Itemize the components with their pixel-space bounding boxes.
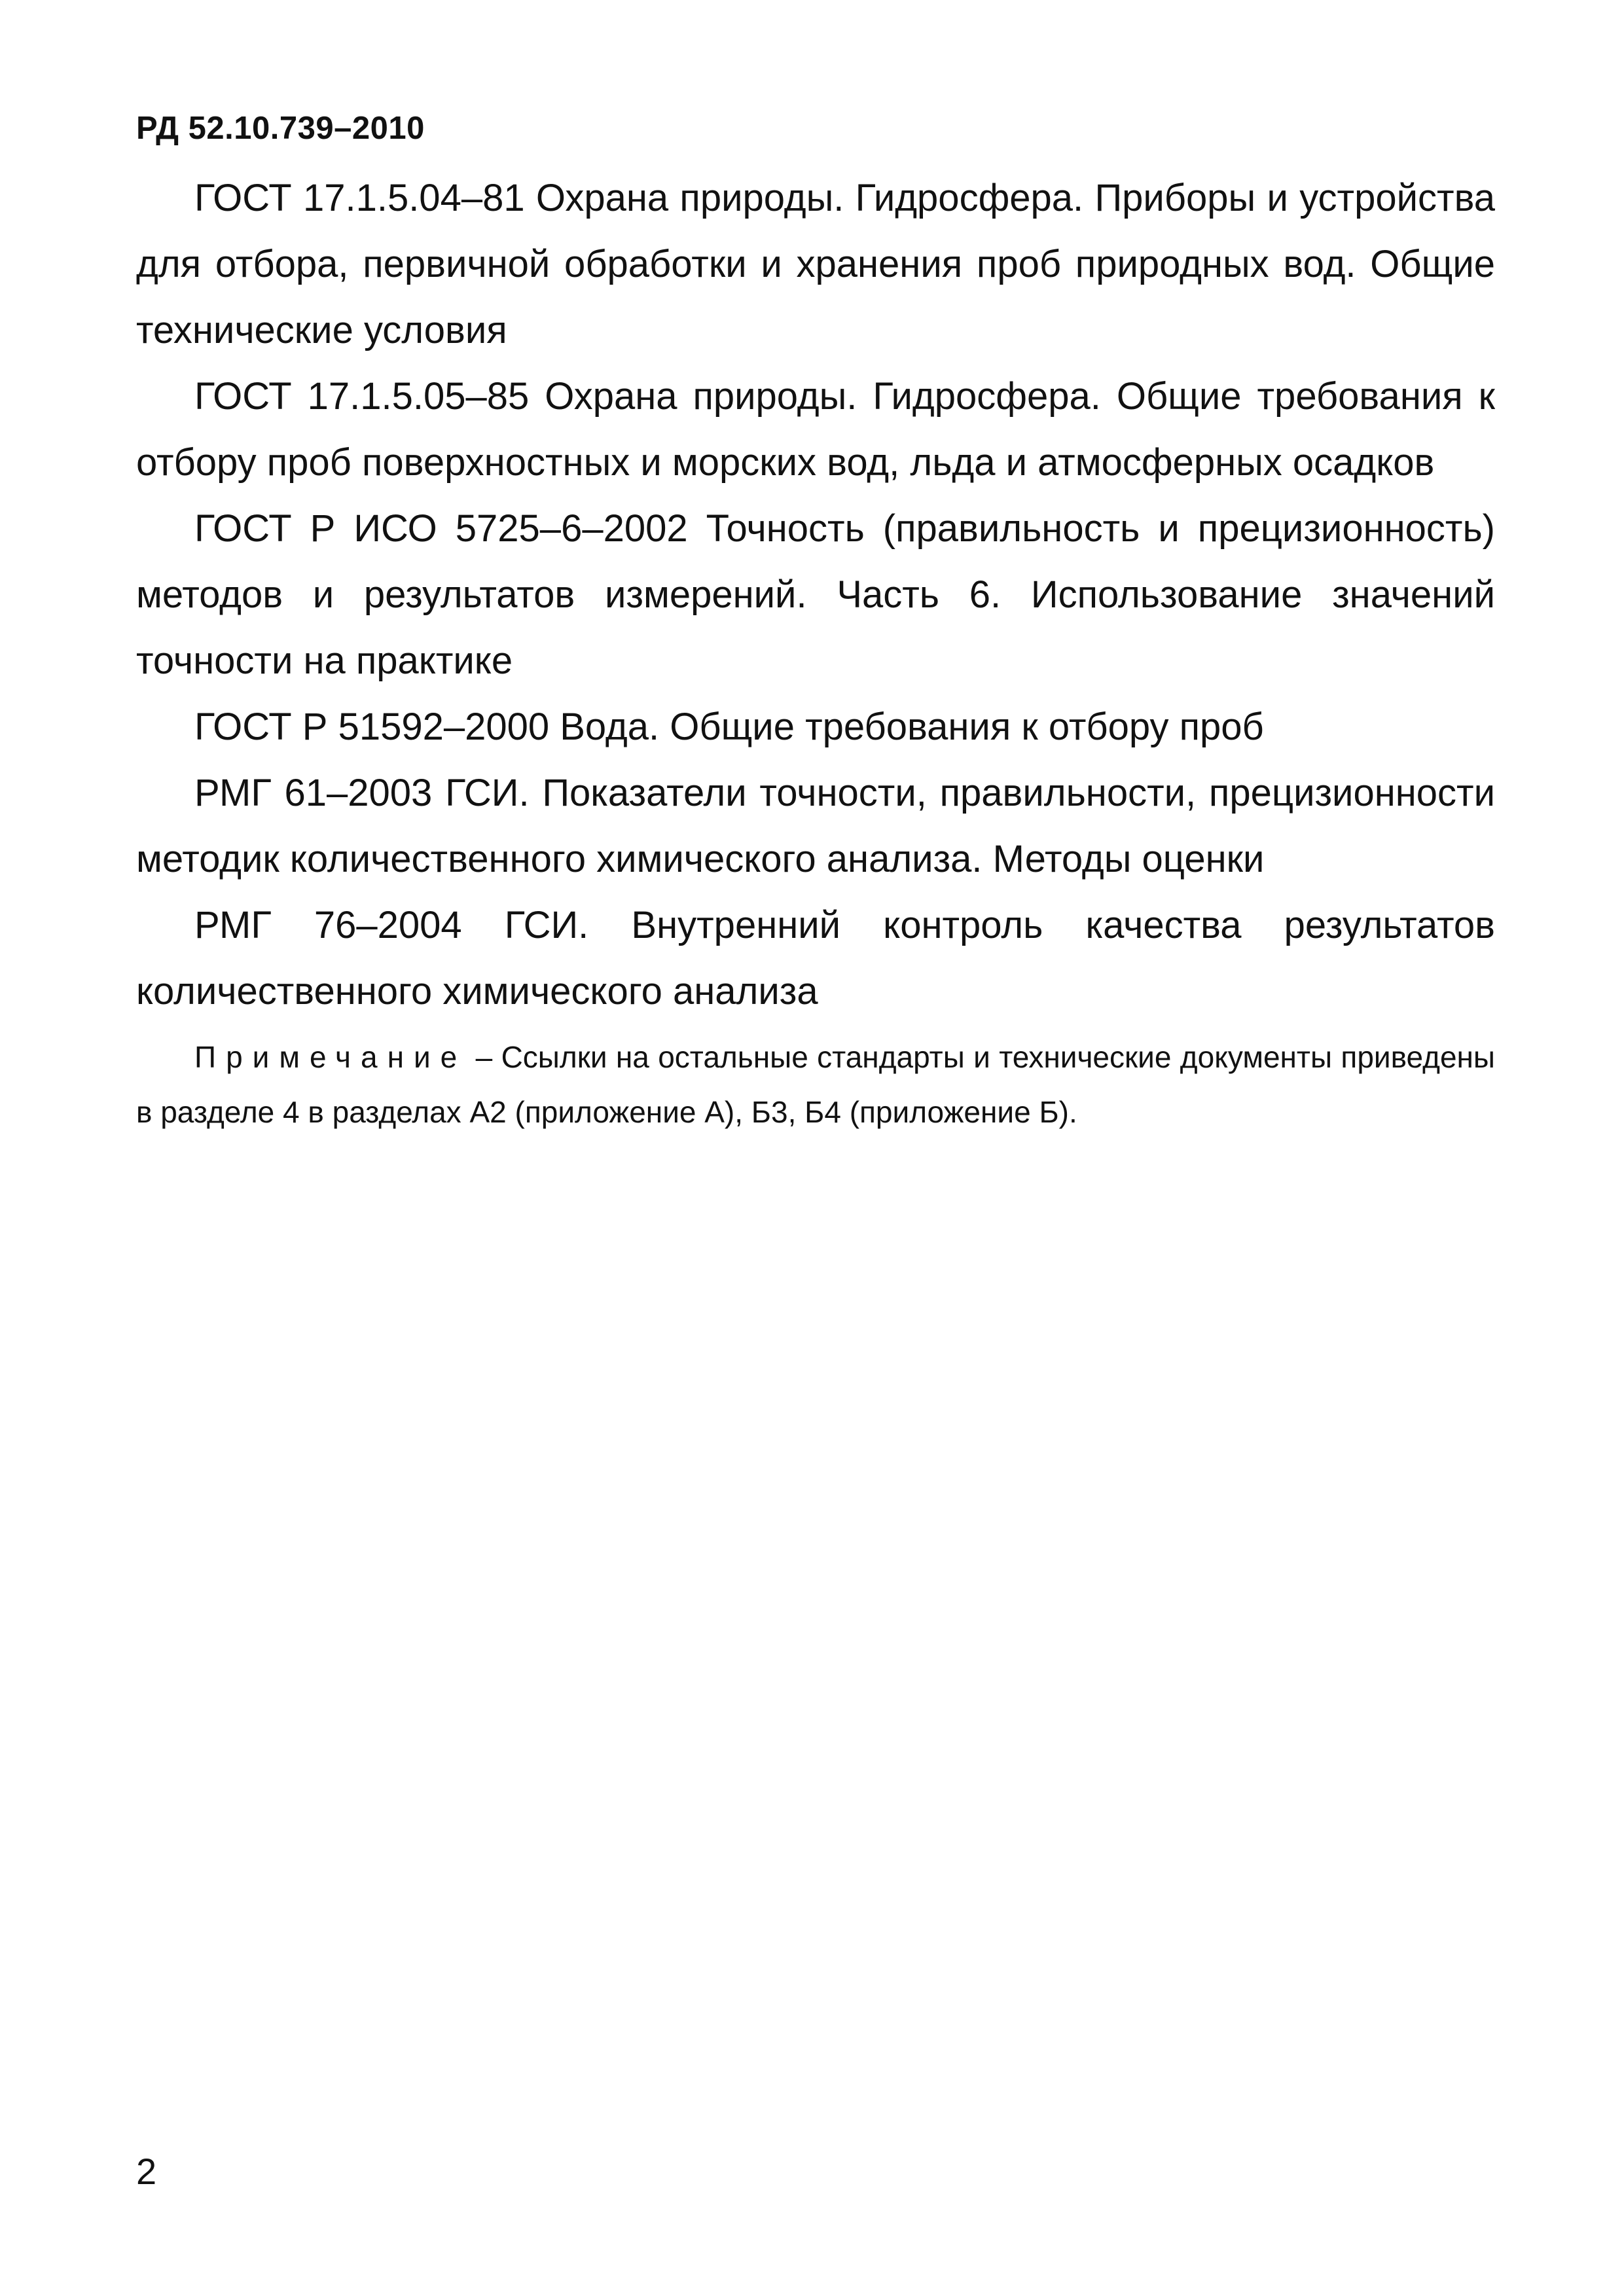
note-text: – Ссылки на остальные стандарты и технические документы приведены в разделе 4 в разделах А2 (приложение А), Б3, Б4 (приложение Б).	[136, 1040, 1495, 1129]
normative-references	[136, 165, 1495, 1139]
reference-item: ГОСТ Р 51592–2000 Вода. Общие требования к отбору проб	[194, 706, 1264, 748]
page-number: 2	[136, 2151, 157, 2192]
reference-item: ГОСТ 17.1.5.04–81 Охрана природы. Гидросфера. Приборы и устройства для отбора, первичной обработки и хранения проб природных вод. Общие технические условия	[136, 177, 1495, 351]
document-code-header: РД 52.10.739–2010	[136, 111, 425, 146]
note-paragraph	[136, 1030, 1495, 1139]
reference-item: ГОСТ 17.1.5.05–85 Охрана природы. Гидросфера. Общие требования к отбору проб поверхностных и морских вод, льда и атмосферных осадков	[136, 375, 1495, 484]
reference-item: ГОСТ Р ИСО 5725–6–2002 Точность (правильность и прецизионность) методов и результатов измерений. Часть 6. Использование значений точности на практике	[136, 507, 1495, 682]
reference-item: РМГ 61–2003 ГСИ. Показатели точности, правильности, прецизионности методик количественного химического анализа. Методы оценки	[136, 772, 1495, 880]
reference-item: РМГ 76–2004 ГСИ. Внутренний контроль качества результатов количественного химического анализа	[136, 904, 1495, 1013]
note-label: Примечание	[194, 1040, 467, 1074]
